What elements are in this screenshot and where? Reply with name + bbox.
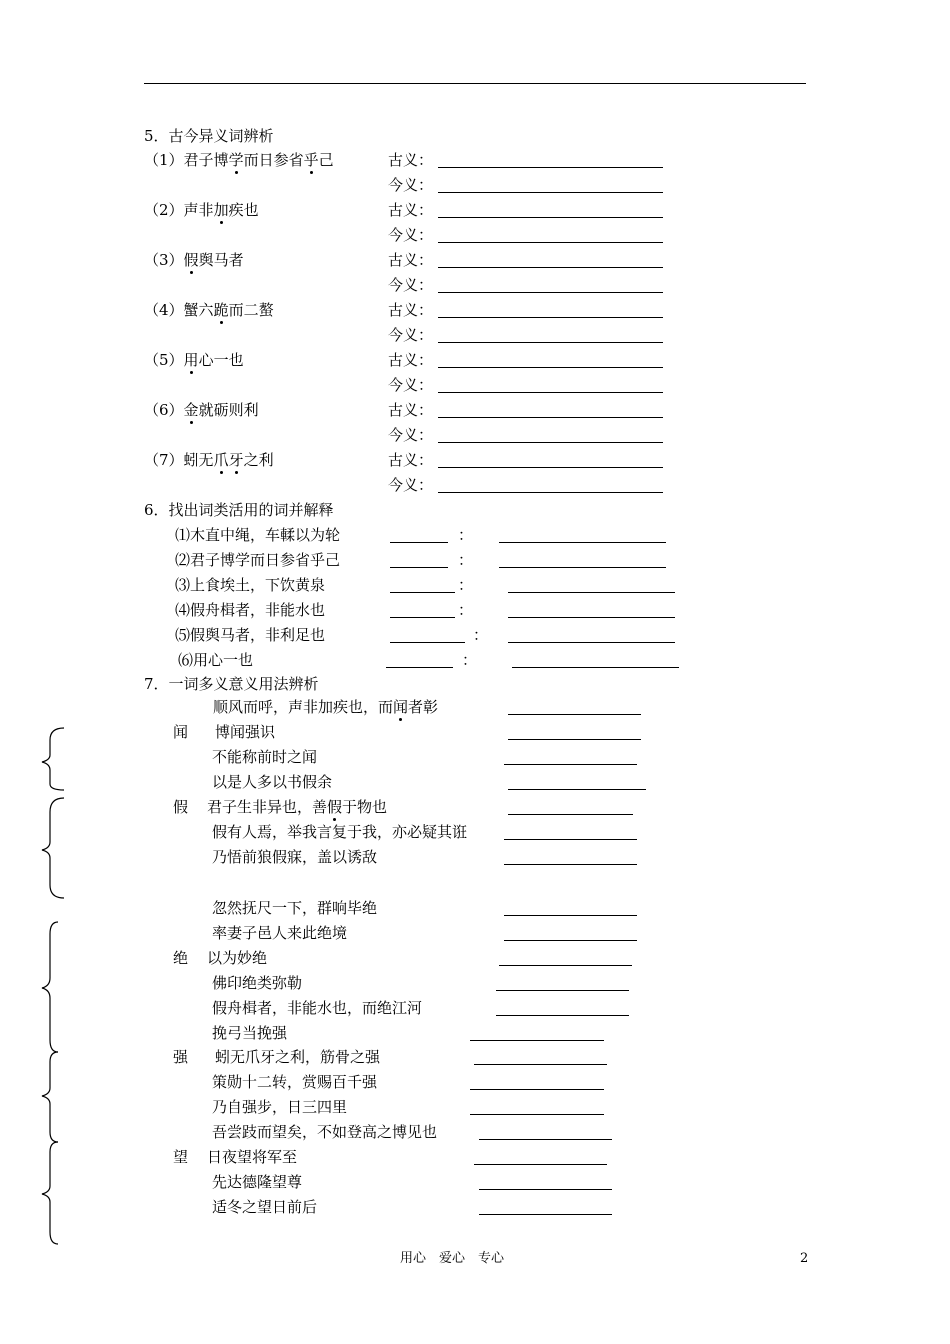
text-run: 己 bbox=[318, 151, 334, 169]
emphasis-char: 学 bbox=[228, 151, 244, 169]
ancient-label: 古义： bbox=[388, 351, 434, 369]
modern-label: 今义： bbox=[388, 476, 434, 494]
text-run: 舆马者 bbox=[198, 251, 244, 269]
text-run: 于物也 bbox=[342, 798, 388, 816]
ancient-label: 古义： bbox=[388, 151, 434, 169]
item-number: （4） bbox=[144, 301, 184, 319]
text-run: 顺风而呼，声非加疾也，而 bbox=[213, 698, 394, 716]
text-run: 而二螯 bbox=[228, 301, 274, 319]
section7-heading: 7．一词多义意义用法辨析 bbox=[144, 675, 319, 693]
emphasis-char: 加 bbox=[213, 201, 229, 219]
brace-jue bbox=[42, 922, 58, 1052]
brace-wen bbox=[42, 728, 64, 790]
text-run: 以是人多以书假余 bbox=[212, 773, 333, 791]
item-number: （1） bbox=[144, 151, 184, 169]
text-run: 心一也 bbox=[198, 351, 244, 369]
text-run: 先达德隆望尊 bbox=[212, 1173, 303, 1191]
text-run: 君子博 bbox=[183, 151, 229, 169]
part-of-speech-item: ⑸假舆马者，非利足也 bbox=[175, 626, 326, 644]
text-run: 乃自强步，日三四里 bbox=[212, 1098, 348, 1116]
text-run: 蚓无爪牙之利，筋骨之强 bbox=[215, 1048, 381, 1066]
emphasis-char: 闻 bbox=[393, 698, 409, 716]
part-of-speech-item: ⑹用心一也 bbox=[178, 651, 254, 669]
item-number: （6） bbox=[144, 401, 184, 419]
text-run: 忽然抚尺一下，群响毕绝 bbox=[212, 899, 378, 917]
brace-qiang bbox=[42, 1052, 58, 1142]
brace-jia bbox=[42, 798, 64, 898]
ancient-label: 古义： bbox=[388, 251, 434, 269]
text-run: 而日参省 bbox=[243, 151, 304, 169]
emphasis-char: 金 bbox=[183, 401, 199, 419]
text-run: 博闻强识 bbox=[215, 723, 276, 741]
section5-heading: 5．古今异义词辨析 bbox=[144, 127, 274, 145]
emphasis-char: 跪 bbox=[213, 301, 229, 319]
text-run: 佛印绝类弥勒 bbox=[212, 974, 303, 992]
text-run: 率妻子邑人来此绝境 bbox=[212, 924, 348, 942]
ancient-label: 古义： bbox=[388, 401, 434, 419]
colon: ： bbox=[462, 651, 478, 669]
modern-label: 今义： bbox=[388, 176, 434, 194]
colon: ： bbox=[458, 576, 474, 594]
text-run: 挽弓当挽强 bbox=[212, 1024, 288, 1042]
text-run: 吾尝跂而望矣，不如登高之博见也 bbox=[212, 1123, 438, 1141]
text-run: 适冬之望日前后 bbox=[212, 1198, 318, 1216]
polysemy-word: 望 bbox=[173, 1148, 189, 1166]
text-run: 蚓无 bbox=[183, 451, 214, 469]
ancient-label: 古义： bbox=[388, 451, 434, 469]
item-number: （7） bbox=[144, 451, 184, 469]
text-run: 者彰 bbox=[408, 698, 439, 716]
item-number: （2） bbox=[144, 201, 184, 219]
section6-heading: 6．找出词类活用的词并解释 bbox=[144, 501, 334, 519]
modern-label: 今义： bbox=[388, 226, 434, 244]
text-run: 君子生非异也，善 bbox=[207, 798, 328, 816]
text-run: 策勋十二转，赏赐百千强 bbox=[212, 1073, 378, 1091]
text-run: 疾也 bbox=[228, 201, 259, 219]
part-of-speech-item: ⑷假舟楫者，非能水也 bbox=[175, 601, 326, 619]
emphasis-char: 爪 bbox=[213, 451, 229, 469]
emphasis-char: 乎 bbox=[303, 151, 319, 169]
item-number: （5） bbox=[144, 351, 184, 369]
polysemy-word: 假 bbox=[173, 798, 189, 816]
emphasis-char: 假 bbox=[327, 798, 343, 816]
modern-label: 今义： bbox=[388, 326, 434, 344]
part-of-speech-item: ⑶上食埃土，下饮黄泉 bbox=[175, 576, 326, 594]
emphasis-char: 用 bbox=[183, 351, 199, 369]
text-run: 声非 bbox=[183, 201, 214, 219]
modern-label: 今义： bbox=[388, 376, 434, 394]
emphasis-char: 假 bbox=[183, 251, 199, 269]
text-run: 蟹六 bbox=[183, 301, 214, 319]
footer-text: 用心 爱心 专心 bbox=[400, 1251, 505, 1266]
colon: ： bbox=[458, 601, 474, 619]
polysemy-word: 闻 bbox=[173, 723, 189, 741]
text-run: 假有人焉，举我言复于我，亦必疑其诳 bbox=[212, 823, 468, 841]
text-run: 日夜望将军至 bbox=[207, 1148, 298, 1166]
colon: ： bbox=[458, 551, 474, 569]
colon: ： bbox=[458, 526, 474, 544]
text-run: 假舟楫者，非能水也，而绝江河 bbox=[212, 999, 423, 1017]
ancient-label: 古义： bbox=[388, 201, 434, 219]
modern-label: 今义： bbox=[388, 426, 434, 444]
text-run: 不能称前时之闻 bbox=[212, 748, 318, 766]
text-run: 乃悟前狼假寐，盖以诱敌 bbox=[212, 848, 378, 866]
polysemy-word: 绝 bbox=[173, 949, 189, 967]
text-run: 之利 bbox=[243, 451, 274, 469]
page-number: 2 bbox=[800, 1251, 809, 1266]
text-run: 以为妙绝 bbox=[207, 949, 268, 967]
item-number: （3） bbox=[144, 251, 184, 269]
brace-wang bbox=[42, 1142, 58, 1244]
part-of-speech-item: ⑵君子博学而日参省乎己 bbox=[175, 551, 341, 569]
part-of-speech-item: ⑴木直中绳，车輮以为轮 bbox=[175, 526, 341, 544]
colon: ： bbox=[473, 626, 489, 644]
polysemy-word: 强 bbox=[173, 1048, 189, 1066]
text-run: 就砺则利 bbox=[198, 401, 259, 419]
emphasis-char: 牙 bbox=[228, 451, 244, 469]
ancient-label: 古义： bbox=[388, 301, 434, 319]
modern-label: 今义： bbox=[388, 276, 434, 294]
